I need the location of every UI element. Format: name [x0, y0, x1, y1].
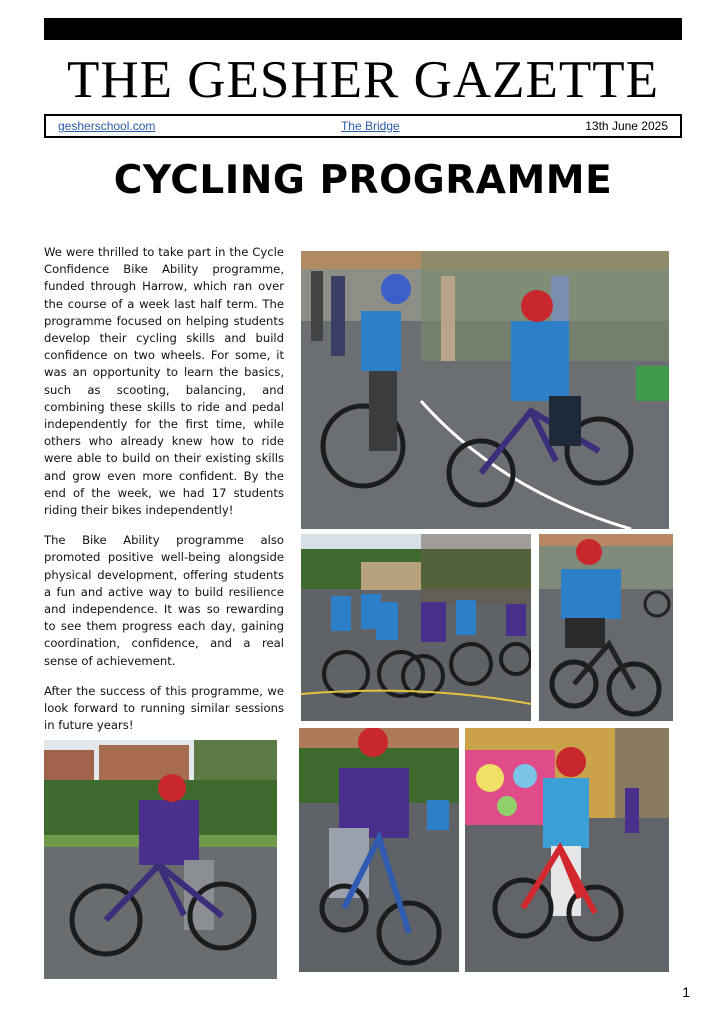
section-link[interactable]: The Bridge — [340, 119, 400, 133]
photo-boy-red-bike-mural — [465, 728, 669, 972]
page-number: 1 — [682, 984, 690, 1000]
masthead-top-bar — [44, 18, 682, 40]
newspaper-title: THE GESHER GAZETTE — [66, 51, 660, 109]
article-paragraph-1: We were thrilled to take part in the Cycle Confidence Bike Ability programme, funded through Harrow, which ran over the course of a week last half term. The programme focused on helping students develop their cycling skills and build confidence on two wheels. For some, it was an opportunity to learn the basics, such as scooting, balancing, and combining these skills to ride and pedal independently for the first time, while others who already knew how to ride were able to build on their existing skills and grow even more confident. By the end of the week, we had 17 students riding their bikes independently! — [44, 245, 284, 518]
article-paragraph-3: After the success of this programme, we look forward to running similar sessions in future years! — [44, 683, 284, 733]
photo-two-cyclists-playground — [301, 251, 669, 529]
photo-group-cyclists — [301, 534, 531, 721]
article-headline: CYCLING PROGRAMME — [113, 158, 613, 203]
photo-boy-red-helmet — [539, 534, 673, 721]
issue-date: 13th June 2025 — [585, 119, 668, 133]
photo-girl-blue-bike — [299, 728, 459, 972]
website-link[interactable]: gesherschool.com — [58, 119, 156, 133]
article-paragraph-2: The Bike Ability programme also promoted positive well-being alongside physical development, offering students a fun and active way to build resilience and independence. It was so rewarding to see them progress each day, gaining coordination, confidence, and a real sense of achievement. — [44, 533, 284, 668]
article-body — [44, 244, 284, 747]
photo-girl-purple-bike — [44, 740, 277, 979]
masthead-info-bar — [44, 114, 682, 138]
